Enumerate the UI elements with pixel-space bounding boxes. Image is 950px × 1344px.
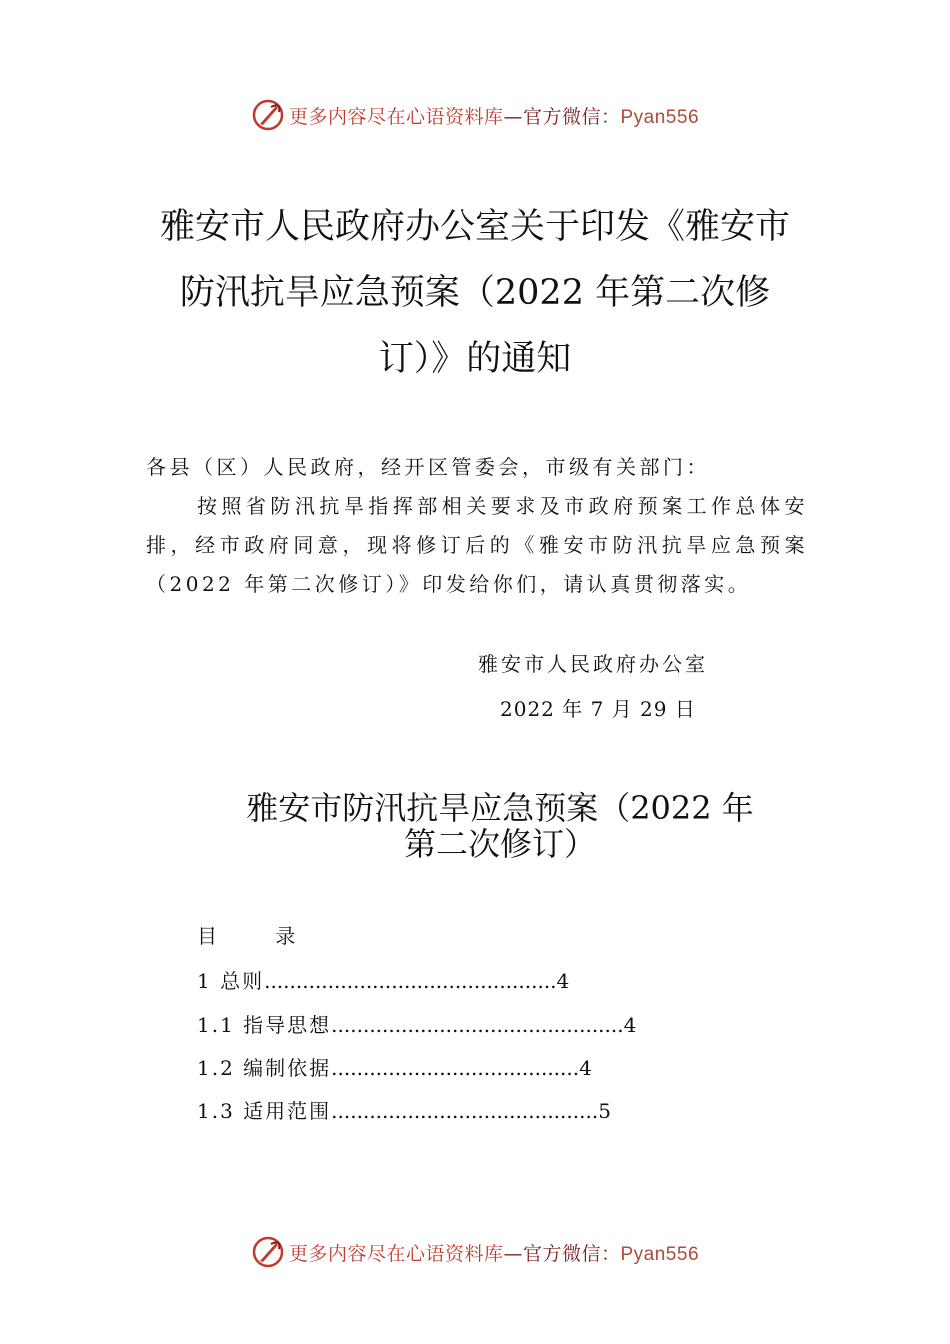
toc-entry-page: 4 bbox=[579, 1056, 594, 1080]
toc-entry-label: 1.1 指导思想 bbox=[197, 1013, 332, 1037]
quill-logo-icon bbox=[251, 98, 285, 132]
watermark-bottom bbox=[0, 1232, 950, 1272]
plan-title-line: 雅安市防汛抗旱应急预案（2022 年 bbox=[246, 789, 754, 827]
toc-entry-page: 4 bbox=[556, 969, 572, 993]
watermark-top bbox=[0, 95, 950, 135]
toc-entry-dots: .......................................... bbox=[331, 1099, 599, 1123]
watermark-part3: Pyan556 bbox=[620, 1243, 700, 1265]
toc-entry-label: 1 总则 bbox=[197, 969, 265, 993]
watermark-text bbox=[289, 102, 699, 129]
toc-entry-dots: .............................................. bbox=[264, 969, 557, 993]
notice-title-line: 防汛抗旱应急预案（2022 年第二次修 bbox=[179, 273, 771, 313]
issue-date: 2022 年 7 月 29 日 bbox=[500, 697, 696, 721]
plan-title bbox=[200, 790, 800, 862]
salutation: 各县（区）人民政府，经开区管委会，市级有关部门： bbox=[146, 455, 710, 479]
toc-heading: 目 录 bbox=[197, 924, 322, 948]
notice-title-line: 雅安市人民政府办公室关于印发《雅安市 bbox=[159, 207, 790, 247]
watermark-part2: —官方微信： bbox=[503, 105, 621, 128]
notice-body: 按照省防汛抗旱指挥部相关要求及市政府预案工作总体安排，经市政府同意，现将修订后的《雅安市防汛抗旱应急预案（2022 年第二次修订）》印发给你们，请认真贯彻落实。 bbox=[146, 494, 808, 596]
toc-entry[interactable] bbox=[197, 965, 571, 994]
toc-entry-page: 5 bbox=[598, 1099, 613, 1123]
toc-entry-page: 4 bbox=[623, 1013, 639, 1037]
watermark-text bbox=[289, 1239, 699, 1266]
toc-entry-dots: ....................................... bbox=[331, 1056, 580, 1080]
watermark-part1: 更多内容尽在心语资料库 bbox=[288, 1242, 504, 1265]
issuer: 雅安市人民政府办公室 bbox=[478, 652, 708, 676]
notice-title-line: 订）》的通知 bbox=[378, 339, 572, 379]
toc-entry[interactable] bbox=[197, 1009, 638, 1038]
toc-entry-label: 1.3 适用范围 bbox=[197, 1099, 332, 1123]
toc-entry[interactable] bbox=[197, 1095, 613, 1124]
notice-title bbox=[60, 194, 890, 392]
plan-title-line: 第二次修订） bbox=[403, 825, 596, 863]
toc-entry-label: 1.2 编制依据 bbox=[197, 1056, 332, 1080]
watermark-part3: Pyan556 bbox=[620, 106, 700, 128]
watermark-part2: —官方微信： bbox=[503, 1242, 621, 1265]
watermark-part1: 更多内容尽在心语资料库 bbox=[288, 105, 504, 128]
quill-logo-icon bbox=[251, 1235, 285, 1269]
toc-entry-dots: .............................................. bbox=[331, 1013, 624, 1037]
toc-entry[interactable] bbox=[197, 1052, 594, 1081]
